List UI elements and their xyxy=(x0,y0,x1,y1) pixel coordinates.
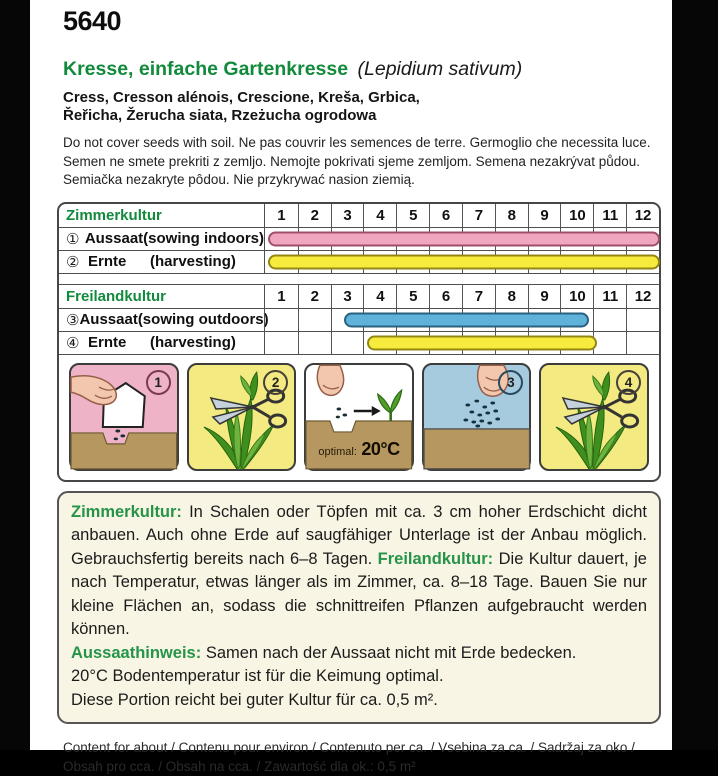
care-hint-label: Aussaathinweis: xyxy=(71,644,201,662)
notice-line-3: Semiačka nezakryte pôdou. Nie przykrywać nasion ziemią. xyxy=(63,171,672,190)
calendar-bar xyxy=(367,335,598,350)
month-header-cell: 11 xyxy=(593,285,626,308)
calendar-section-title-indoor: Zimmerkultur xyxy=(66,207,162,224)
month-cell xyxy=(593,332,626,354)
calendar-row-harvest-indoors xyxy=(59,251,659,274)
care-paragraph-main xyxy=(71,501,647,642)
row-sublabel: (harvesting) xyxy=(150,334,236,351)
row-number-icon: ② xyxy=(66,253,88,271)
pictogram-number-badge: 1 xyxy=(146,370,171,395)
calendar-row-sowing-indoors xyxy=(59,228,659,251)
content-footer xyxy=(63,739,672,776)
month-header-cell: 3 xyxy=(331,204,364,227)
month-header-row xyxy=(264,204,659,227)
seeds-icon xyxy=(463,399,500,427)
month-header-cell: 6 xyxy=(429,204,462,227)
row-number-icon: ① xyxy=(66,230,85,248)
row-number-icon: ③ xyxy=(66,311,79,329)
month-header-cell: 8 xyxy=(495,204,528,227)
title-latin: (Lepidium sativum) xyxy=(358,58,523,80)
calendar-table-indoor xyxy=(59,204,659,274)
calendar-row-sowing-outdoors xyxy=(59,309,659,332)
product-number: 5640 xyxy=(63,6,672,37)
calendar-bar-track xyxy=(264,332,659,354)
month-cell xyxy=(626,309,659,331)
row-label: Ernte xyxy=(88,253,150,270)
care-freiland-label: Freilandkultur: xyxy=(378,550,494,568)
month-header-cell: 8 xyxy=(495,285,528,308)
title-german: Kresse, einfache Gartenkresse xyxy=(63,58,348,80)
row-label: Aussaat xyxy=(79,311,137,328)
month-header-cell: 12 xyxy=(626,285,659,308)
pictogram-harvest-indoors xyxy=(187,363,297,471)
synonyms-line-2: Řeřicha, Žerucha siata, Rzeżucha ogrodowa xyxy=(63,107,672,125)
row-label: Aussaat xyxy=(85,230,143,247)
row-sublabel: (sowing outdoors) xyxy=(138,311,269,328)
notice-line-2: Semen ne smete prekriti z zemljo. Nemojte pokrivati sjeme zemljom. Semena nezakrývat půdou. xyxy=(63,153,672,172)
month-header-cell: 1 xyxy=(265,204,298,227)
month-header-cell: 5 xyxy=(396,285,429,308)
arrow-icon xyxy=(354,406,381,416)
month-cell xyxy=(265,332,298,354)
notice-line-1: Do not cover seeds with soil. Ne pas couvrir les semences de terre. Germoglio che necessita luce. xyxy=(63,134,672,153)
month-cell xyxy=(298,309,331,331)
month-cell xyxy=(331,332,364,354)
multilingual-notice xyxy=(63,134,672,190)
pictogram-sowing-outdoors xyxy=(422,363,532,471)
row-sublabel: (harvesting) xyxy=(150,253,236,270)
row-number-icon: ④ xyxy=(66,334,88,352)
month-header-cell: 4 xyxy=(363,204,396,227)
care-zimmer-text: In Schalen oder Töpfen mit ca. 3 cm hoher Erdschicht dicht anbauen. Auch ohne Erde auf saugfähiger Unterlage ist der Anbau möglich. Gebrauchsfertig bereits nach 6–8 Tagen. xyxy=(71,503,647,568)
left-black-border xyxy=(0,0,30,750)
month-header-cell: 11 xyxy=(593,204,626,227)
care-zimmer-label: Zimmerkultur: xyxy=(71,503,182,521)
pictogram-number-badge: 4 xyxy=(616,370,641,395)
care-portion-line: Diese Portion reicht bei guter Kultur für ca. 0,5 m². xyxy=(71,689,647,713)
footer-line-1: Content for about / Contenu pour environ / Contenuto per ca. / Vsebina za ca. / Sadržaj za oko / xyxy=(63,739,672,758)
synonyms-line-1: Cress, Cresson alénois, Crescione, Kreša, Grbica, xyxy=(63,89,672,107)
sprout-icon xyxy=(378,390,402,421)
month-header-row xyxy=(264,285,659,308)
optimal-label: optimal: xyxy=(318,446,357,458)
month-cell xyxy=(298,332,331,354)
row-label: Ernte xyxy=(88,334,150,351)
seeds-icon xyxy=(337,407,342,410)
right-black-border xyxy=(672,0,718,750)
calendar-bar xyxy=(268,254,659,269)
calendar-bar-track xyxy=(264,251,659,273)
month-header-cell: 10 xyxy=(560,285,593,308)
month-header-cell: 1 xyxy=(265,285,298,308)
hand-icon xyxy=(318,365,344,395)
pictogram-number-badge: 3 xyxy=(498,370,523,395)
calendar-section-title-outdoor: Freilandkultur xyxy=(66,288,166,305)
calendar-bar xyxy=(344,312,589,327)
soil xyxy=(71,432,177,468)
month-header-cell: 2 xyxy=(298,204,331,227)
care-hint-line xyxy=(71,642,647,666)
month-cell xyxy=(626,332,659,354)
soil xyxy=(424,428,530,468)
month-header-cell: 12 xyxy=(626,204,659,227)
calendar-bar-track xyxy=(264,228,659,250)
care-instructions-box xyxy=(57,491,661,725)
month-header-cell: 6 xyxy=(429,285,462,308)
calendar-bar-track xyxy=(264,309,659,331)
care-temperature-line: 20°C Bodentemperatur ist für die Keimung optimal. xyxy=(71,665,647,689)
calendar-table-outdoor xyxy=(59,284,659,355)
month-header-cell: 5 xyxy=(396,204,429,227)
optimal-temperature-caption xyxy=(306,439,412,460)
calendar-row-harvest-outdoors xyxy=(59,332,659,355)
calendar-header-row xyxy=(59,204,659,228)
calendar-header-row xyxy=(59,285,659,309)
calendar-bar xyxy=(268,231,659,246)
month-cell xyxy=(593,309,626,331)
care-freiland-text: Die Kultur dauert, je nach Temperatur, etwas länger als im Zimmer, ca. 8–18 Tage. Bauen Sie nur kleine Flächen an, sodass die schnittreifen Pflanzen aufgebraucht werden können. xyxy=(71,550,647,639)
month-cell xyxy=(265,309,298,331)
label-content xyxy=(30,0,672,776)
pictogram-number-badge: 2 xyxy=(263,370,288,395)
month-header-cell: 10 xyxy=(560,204,593,227)
care-hint-text: Samen nach der Aussaat nicht mit Erde bedecken. xyxy=(206,644,577,662)
footer-line-2: Obsah pro cca. / Obsah na cca. / Zawartość dla ok.: 0,5 m² xyxy=(63,758,672,776)
row-sublabel: (sowing indoors) xyxy=(143,230,264,247)
pictogram-harvest-outdoors xyxy=(539,363,649,471)
month-header-cell: 7 xyxy=(462,285,495,308)
optimal-value: 20°C xyxy=(361,439,399,459)
month-header-cell: 9 xyxy=(528,204,561,227)
pictogram-row xyxy=(59,355,659,480)
page-title xyxy=(63,58,672,81)
sowing-calendar-box xyxy=(57,202,661,482)
synonyms xyxy=(63,89,672,125)
pictogram-optimal-temperature xyxy=(304,363,414,471)
pictogram-sowing-indoors xyxy=(69,363,179,471)
month-header-cell: 4 xyxy=(363,285,396,308)
month-header-cell: 9 xyxy=(528,285,561,308)
month-header-cell: 2 xyxy=(298,285,331,308)
calendar-tables-gap xyxy=(59,274,659,284)
month-header-cell: 7 xyxy=(462,204,495,227)
month-header-cell: 3 xyxy=(331,285,364,308)
